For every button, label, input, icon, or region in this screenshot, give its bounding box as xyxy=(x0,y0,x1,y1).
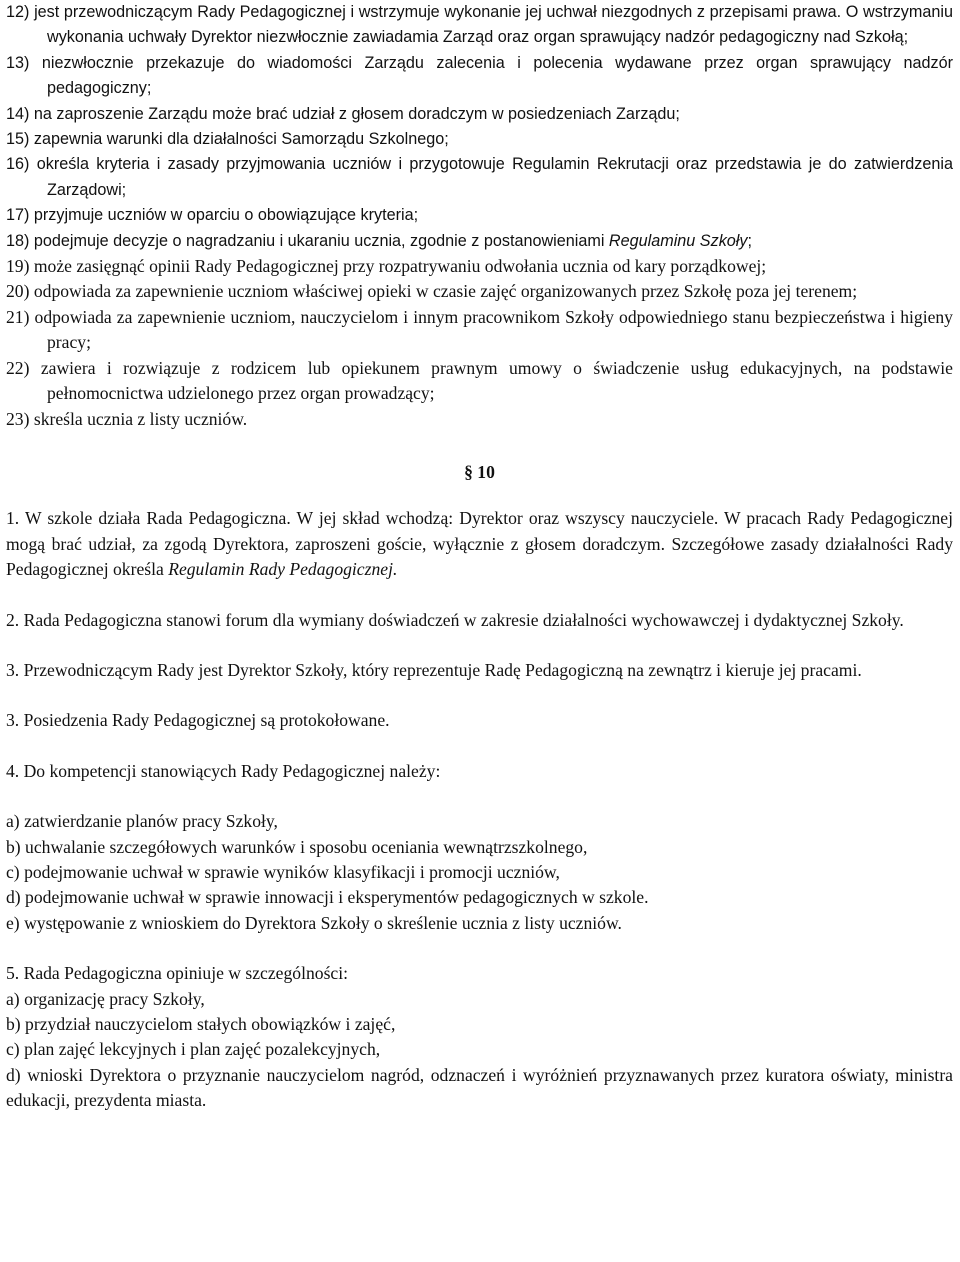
regulamin-szkoly-reference: Regulaminu Szkoły xyxy=(608,231,748,250)
list-item-16: 16) określa kryteria i zasady przyjmowania uczniów i przygotowuje Regulamin Rekrutacji oraz przedstawia je do zatwierdzenia Zarządowi; xyxy=(6,155,954,199)
competency-item: e) występowanie z wnioskiem do Dyrektora Szkoły o skreślenie ucznia z listy uczniów. xyxy=(6,912,622,933)
list-item-15: 15) zapewnia warunki dla działalności Samorządu Szkolnego; xyxy=(6,130,449,149)
list-item-23: 23) skreśla ucznia z listy uczniów. xyxy=(6,408,248,429)
competencies-list xyxy=(6,809,953,936)
opinion-item: d) wnioski Dyrektora o przyznanie nauczycielom nagród, odznaczeń i wyróżnień przyznawanych przez kuratora oświaty, ministra edukacji, prezydenta miasta. xyxy=(6,1064,953,1111)
list-item-19: 19) może zasięgnąć opinii Rady Pedagogicznej przy rozpatrywaniu odwołania ucznia od kary porządkowej; xyxy=(6,256,767,277)
paragraph-3b: 3. Posiedzenia Rady Pedagogicznej są protokołowane. xyxy=(6,710,390,731)
list-item-20: 20) odpowiada za zapewnienie uczniom właściwej opieki w czasie zajęć organizowanych przez Szkołę poza jej terenem; xyxy=(6,281,858,302)
opinion-item: c) plan zajęć lekcyjnych i plan zajęć pozalekcyjnych, xyxy=(6,1039,381,1060)
list-item-18: 18) podejmuje decyzje o nagradzaniu i ukaraniu ucznia, zgodnie z postanowieniami Regulaminu Szkoły; xyxy=(6,231,752,250)
list-item-17: 17) przyjmuje uczniów w oparciu o obowiązujące kryteria; xyxy=(6,206,419,225)
competency-item: a) zatwierdzanie planów pracy Szkoły, xyxy=(6,811,278,832)
section-heading: § 10 xyxy=(464,461,495,482)
competency-item: b) uchwalanie szczegółowych warunków i sposobu oceniania wewnątrzszkolnego, xyxy=(6,836,588,857)
competency-item: d) podejmowanie uchwał w sprawie innowacji i eksperymentów pedagogicznych w szkole. xyxy=(6,887,649,908)
paragraph-3: 3. Przewodniczącym Rady jest Dyrektor Szkoły, który reprezentuje Radę Pedagogiczną na zewnątrz i kieruje jej pracami. xyxy=(6,659,862,680)
competency-item: c) podejmowanie uchwał w sprawie wyników klasyfikacji i promocji uczniów, xyxy=(6,861,560,882)
director-duties-list xyxy=(6,0,953,432)
regulamin-rady-reference: Regulamin Rady Pedagogicznej. xyxy=(168,559,398,580)
paragraph-2: 2. Rada Pedagogiczna stanowi forum dla wymiany doświadczeń w zakresie działalności wychowawczej i dydaktycznej Szkoły. xyxy=(6,609,904,630)
list-item-21: 21) odpowiada za zapewnienie uczniom, nauczycielom i innym pracownikom Szkoły odpowiedniego stanu bezpieczeństwa i higieny pracy; xyxy=(6,306,953,353)
paragraph-1: 1. W szkole działa Rada Pedagogiczna. W jej skład wchodzą: Dyrektor oraz wszyscy nauczyciele. W pracach Rady Pedagogicznej mogą brać udział, za zgodą Dyrektora, zaproszeni goście, wyłącznie z głosem doradczym. Szczegółowe zasady działalności Rady Pedagogicznej określa Regulamin Rady Pedagogicznej. xyxy=(6,508,953,580)
list-item-12: 12) jest przewodniczącym Rady Pedagogicznej i wstrzymuje wykonanie jej uchwał niezgodnych z przepisami prawa. O wstrzymaniu wykonania uchwały Dyrektor niezwłocznie zawiadamia Zarząd oraz organ sprawujący nadzór pedagogiczny nad Szkołą; xyxy=(6,3,953,47)
list-item-22: 22) zawiera i rozwiązuje z rodzicem lub opiekunem prawnym umowy o świadczenie usług edukacyjnych, na podstawie pełnomocnictwa udzielonego przez organ prowadzący; xyxy=(6,357,953,404)
opinions-list xyxy=(6,987,953,1114)
opinions-intro: 5. Rada Pedagogiczna opiniuje w szczególności: xyxy=(6,963,348,984)
list-item-14: 14) na zaproszenie Zarządu może brać udział z głosem doradczym w posiedzeniach Zarządu; xyxy=(6,104,680,123)
opinion-item: a) organizację pracy Szkoły, xyxy=(6,988,205,1009)
opinion-item: b) przydział nauczycielom stałych obowiązków i zajęć, xyxy=(6,1014,396,1034)
list-item-13: 13) niezwłocznie przekazuje do wiadomości Zarządu zalecenia i polecenia wydawane przez organ sprawujący nadzór pedagogiczny; xyxy=(6,53,953,98)
competencies-intro: 4. Do kompetencji stanowiących Rady Pedagogicznej należy: xyxy=(6,760,441,781)
